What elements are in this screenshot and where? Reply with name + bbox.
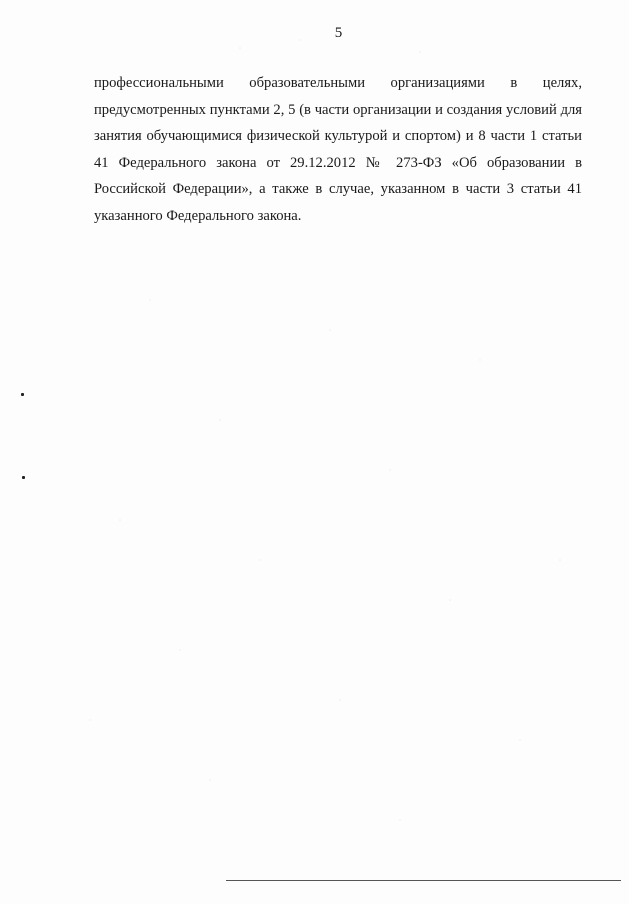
paragraph-line: профессиональными образовательными организациями в целях, <box>94 75 582 91</box>
paragraph-line: 41 Федерального закона от 29.12.2012 № 273-ФЗ «Об образовании в <box>94 154 582 171</box>
paragraph-line: занятия обучающимися физической культурой и спортом) и 8 части 1 статьи <box>94 128 582 145</box>
paragraph-line: предусмотренных пунктами 2, 5 (в части организации и создания условий для <box>94 101 582 118</box>
punch-hole-mark <box>21 393 24 396</box>
page-number: 5 <box>334 25 343 41</box>
body-paragraph <box>94 70 582 230</box>
paragraph-line: Российской Федерации», а также в случае, указанном в части 3 статьи 41 <box>94 181 582 198</box>
paragraph-line: указанного Федерального закона. <box>94 207 302 224</box>
punch-hole-mark <box>22 476 25 479</box>
bottom-scan-line <box>226 880 621 881</box>
